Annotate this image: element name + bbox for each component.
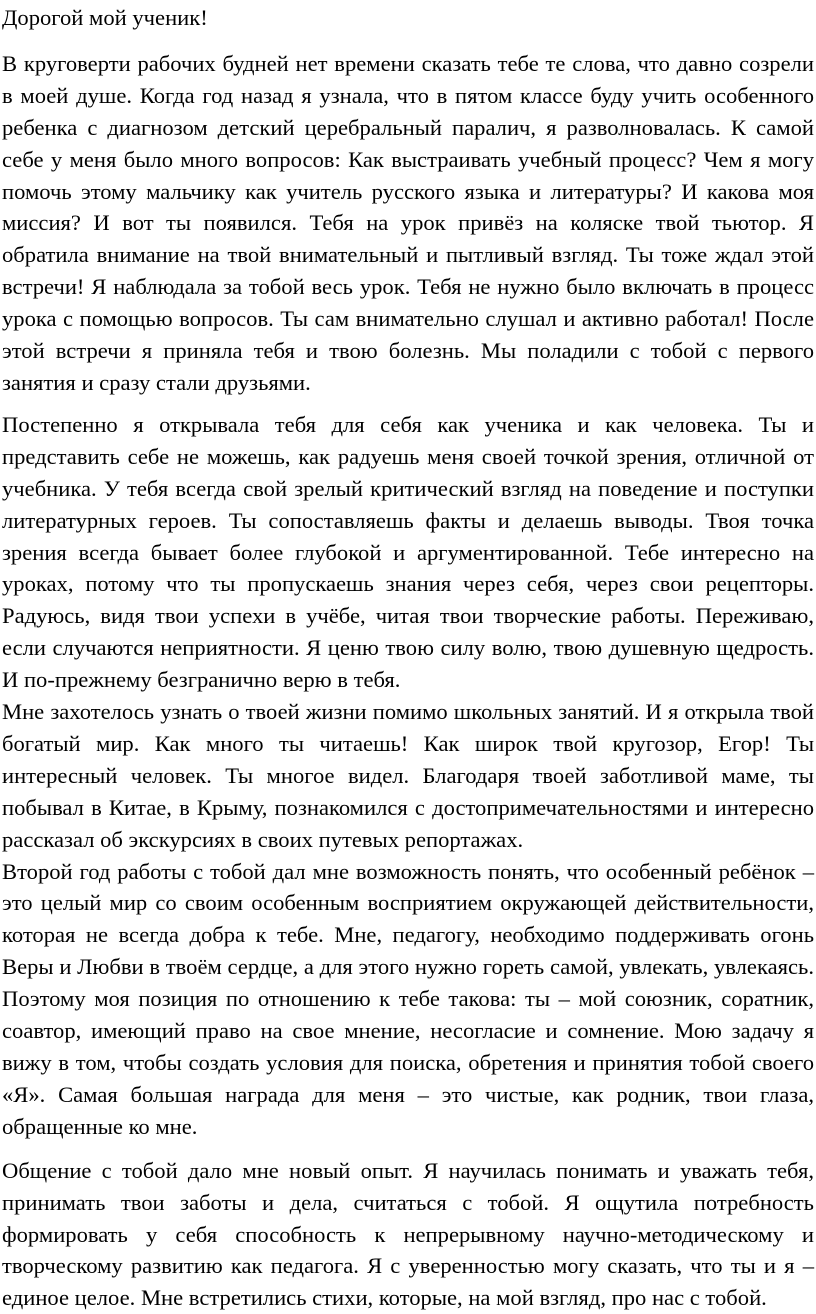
letter-paragraph-2: Постепенно я открывала тебя для себя как ученика и как человека. Ты и представить себе не можешь, как радуешь меня своей точкой зрения, отличной от учебника. У тебя всегда свой зрелый критический взгляд на поведение и поступки литературных героев. Ты сопоставляешь факты и делаешь выводы. Твоя точка зрения всегда бывает более глубокой и аргументированной. Тебе интересно на уроках, потому что ты пропускаешь знания через себя, через свои рецепторы. Радуюсь, видя твои успехи в учёбе, читая твои творческие работы. Переживаю, если случаются неприятности. Я ценю твою силу волю, твою душевную щедрость. И по-прежнему безгранично верю в тебя. — [2, 411, 814, 693]
letter-greeting: Дорогой мой ученик! — [2, 5, 208, 30]
letter-paragraph-3: Мне захотелось узнать о твоей жизни помимо школьных занятий. И я открыла твой богатый мир. Как много ты читаешь! Как широк твой кругозор, Егор! Ты интересный человек. Ты многое видел. Благодаря твоей заботливой маме, ты побывал в Китае, в Крыму, познакомился с достопримечательностями и интересно рассказал об экскурсиях в своих путевых репортажах. — [2, 699, 814, 852]
letter-paragraph-4: Второй год работы с тобой дал мне возможность понять, что особенный ребёнок – это целый мир со своим особенным восприятием окружающей действительности, которая не всегда добра к тебе. Мне, педагогу, необходимо поддерживать огонь Веры и Любви в твоём сердце, а для этого нужно гореть самой, увлекать, увлекаясь. Поэтому моя позиция по отношению к тебе такова: ты – мой союзник, соратник, соавтор, имеющий право на свое мнение, несогласие и сомнение. Мою задачу я вижу в том, чтобы создать условия для поиска, обретения и принятия тобой своего «Я». Самая большая награда для меня – это чистые, как родник, твои глаза, обращенные ко мне. — [2, 858, 814, 1139]
letter-paragraph-5: Общение с тобой дало мне новый опыт. Я научилась понимать и уважать тебя, принимать твои заботы и дела, считаться с тобой. Я ощутила потребность формировать у себя способность к непрерывному научно-методическому и творческому развитию как педагога. Я с уверенностью могу сказать, что ты и я – единое целое. Мне встретились стихи, которые, на мой взгляд, про нас с тобой. — [2, 1157, 814, 1311]
letter-paragraph-1: В круговерти рабочих будней нет времени сказать тебе те слова, что давно созрели в моей душе. Когда год назад я узнала, что в пятом классе буду учить особенного ребенка с диагнозом детский церебральный паралич, я разволновалась. К самой себе у меня было много вопросов: Как выстраивать учебный процесс? Чем я могу помочь этому мальчику как учитель русского языка и литературы? И какова моя миссия? И вот ты появился. Тебя на урок привёз на коляске твой тьютор. Я обратила внимание на твой внимательный и пытливый взгляд. Ты тоже ждал этой встречи! Я наблюдала за тобой весь урок. Тебя не нужно было включать в процесс урока с помощью вопросов. Ты сам внимательно слушал и активно работал! После этой встречи я приняла тебя и твою болезнь. Мы поладили с тобой с первого занятия и сразу стали друзьями. — [2, 50, 814, 395]
